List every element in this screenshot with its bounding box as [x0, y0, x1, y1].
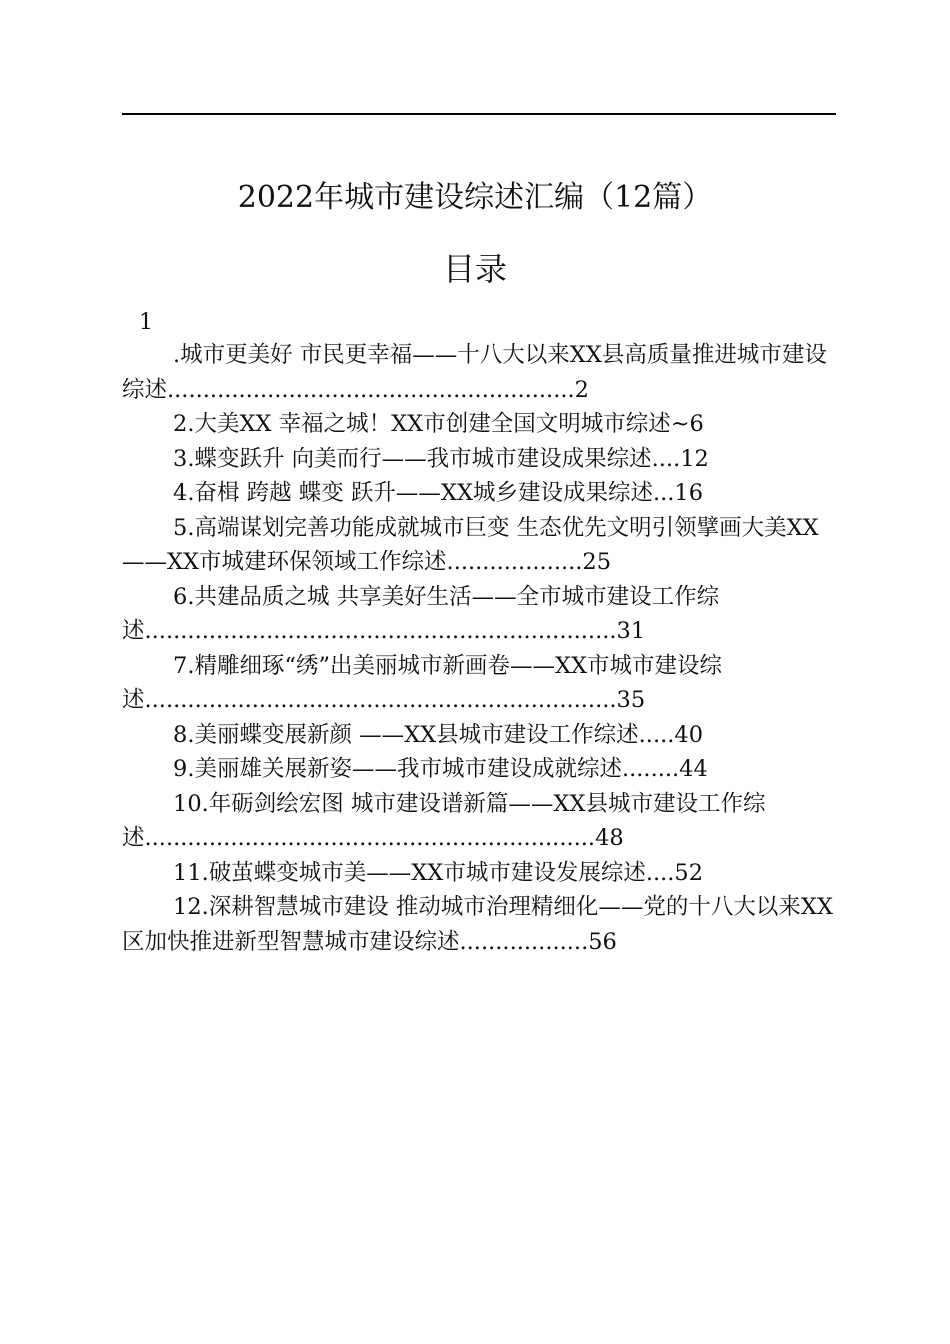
- toc-entry-10[interactable]: 10.年砺剑绘宏图 城市建设谱新篇——XX县城市建设工作综述...............................................................48: [122, 790, 766, 851]
- toc-entry-4[interactable]: 4.奋楫 跨越 蝶变 跃升——XX城乡建设成果综述...16: [173, 480, 704, 506]
- table-of-contents: [122, 338, 836, 959]
- toc-entry-6[interactable]: 6.共建品质之城 共享美好生活——全市城市建设工作综述..................................................................31: [122, 583, 720, 644]
- toc-entry-3[interactable]: 3.蝶变跃升 向美而行——我市城市建设成果综述....12: [173, 445, 709, 472]
- header-rule: [122, 113, 836, 115]
- toc-entry-9[interactable]: 9.美丽雄关展新姿——我市城市建设成就综述........44: [173, 756, 708, 782]
- document-title: 2022年城市建设综述汇编（12篇）: [237, 180, 713, 215]
- toc-entry-1[interactable]: .城市更美好 市民更幸福——十八大以来XX县高质量推进城市建设综述.........................................................2: [122, 342, 827, 403]
- toc-list-marker: 1: [139, 310, 153, 335]
- toc-entry-7[interactable]: 7.精雕细琢“绣”出美丽城市新画卷——XX市城市建设综述..................................................................35: [122, 652, 723, 713]
- toc-entry-11[interactable]: 11.破茧蝶变城市美——XX市城市建设发展综述....52: [173, 859, 704, 886]
- toc-entry-12[interactable]: 12.深耕智慧城市建设 推动城市治理精细化——党的十八大以来XX区加快推进新型智慧城市建设综述..................56: [122, 894, 833, 955]
- toc-entry-2[interactable]: 2.大美XX 幸福之城！XX市创建全国文明城市综述~6: [173, 411, 704, 437]
- toc-heading: 目录: [442, 250, 507, 288]
- toc-entry-5[interactable]: 5.高端谋划完善功能成就城市巨变 生态优先文明引领擘画大美XX——XX市城建环保领域工作综述...................25: [122, 514, 819, 575]
- toc-entry-8[interactable]: 8.美丽蝶变展新颜 ——XX县城市建设工作综述.....40: [173, 721, 704, 748]
